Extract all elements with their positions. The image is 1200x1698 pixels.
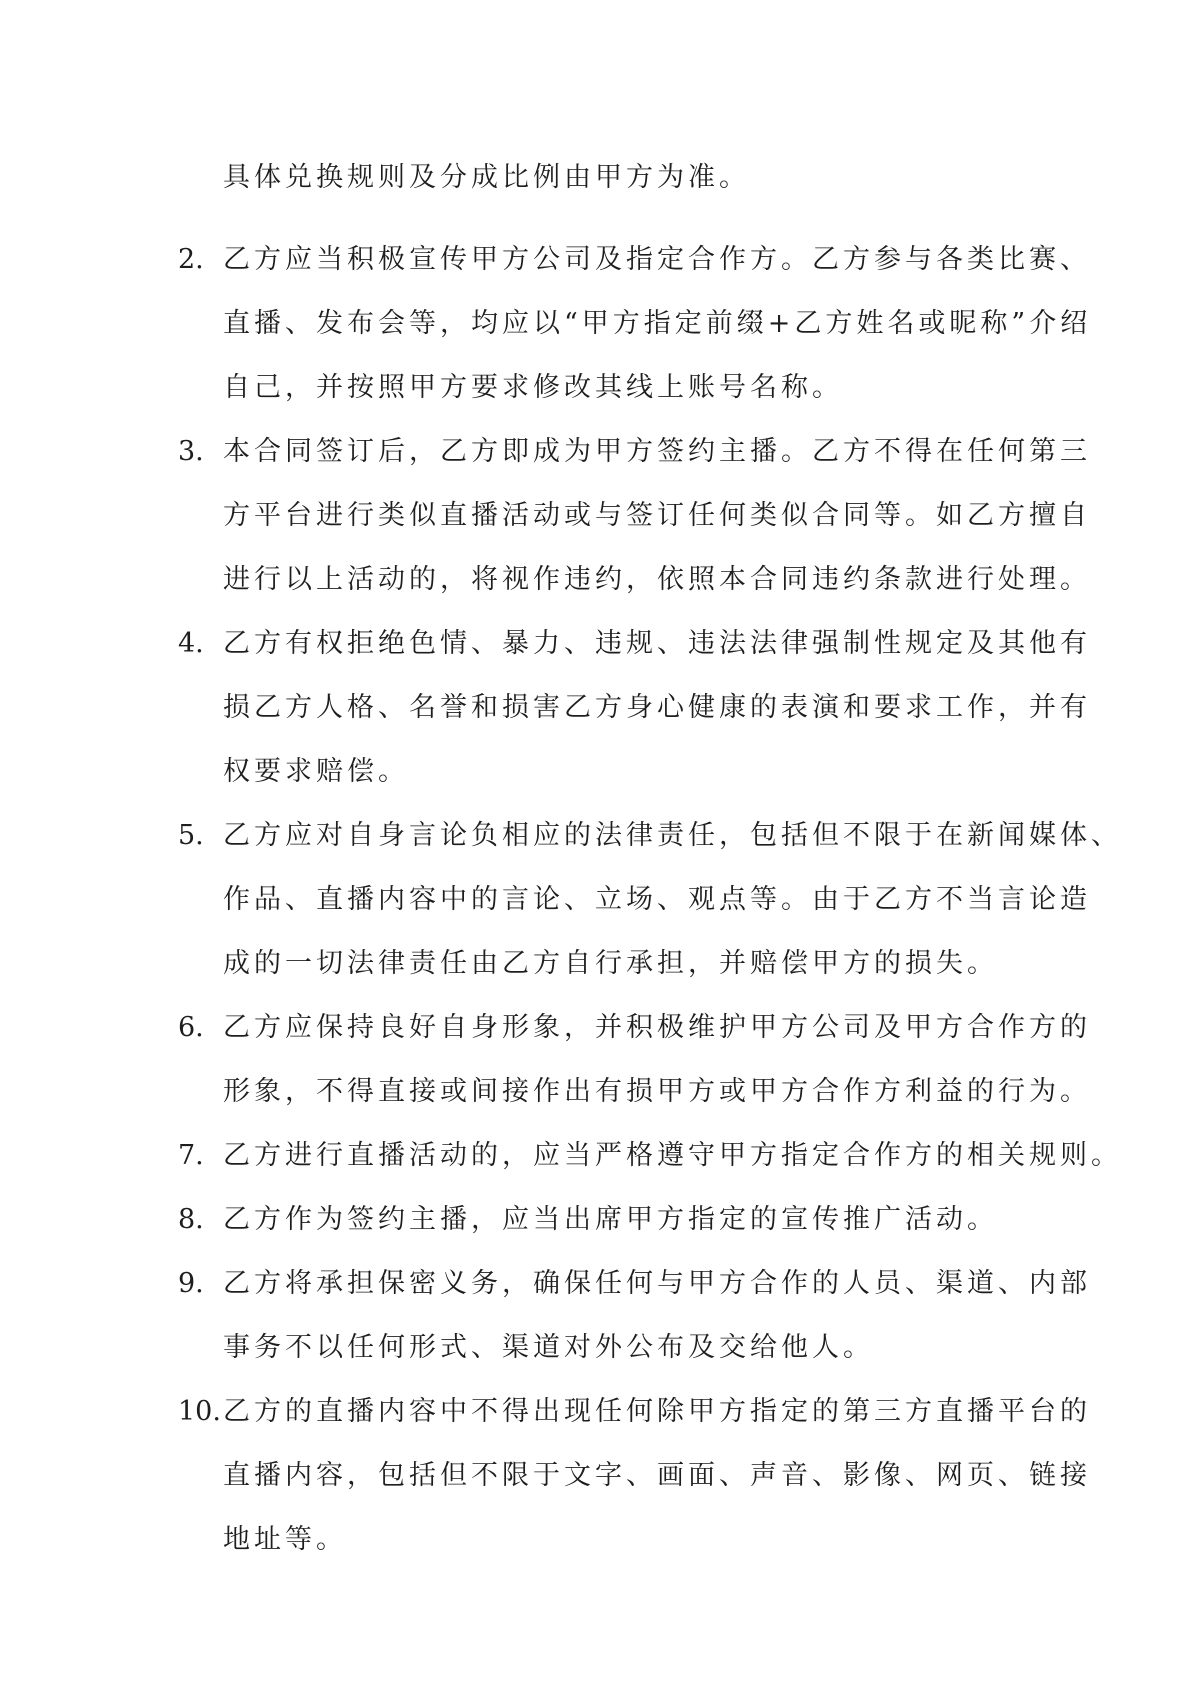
clause-body xyxy=(223,1124,1122,1188)
clause-9 xyxy=(178,1252,1091,1380)
contract-clauses xyxy=(178,146,1122,1572)
clause-line: 事务不以任何形式、渠道对外公布及交给他人。 xyxy=(223,1332,874,1363)
clause-line: 自己，并按照甲方要求修改其线上账号名称。 xyxy=(223,372,843,403)
clause-10 xyxy=(178,1380,1091,1572)
clause-number: 10. xyxy=(178,1396,221,1427)
clause-6 xyxy=(178,996,1091,1124)
clause-line: 乙方应保持良好自身形象，并积极维护甲方公司及甲方合作方的 xyxy=(223,1012,1091,1043)
clause-line: 直播、发布会等，均应以“甲方指定前缀+乙方姓名或昵称”介绍 xyxy=(223,308,1092,339)
clause-line: 直播内容，包括但不限于文字、画面、声音、影像、网页、链接 xyxy=(223,1460,1091,1491)
clause-3 xyxy=(178,420,1091,612)
clause-body xyxy=(223,1380,1091,1572)
clause-line: 方平台进行类似直播活动或与签订任何类似合同等。如乙方擅自 xyxy=(223,500,1091,531)
clause-8 xyxy=(178,1188,1028,1252)
clause-number: 8. xyxy=(178,1204,204,1235)
clause-line: 成的一切法律责任由乙方自行承担，并赔偿甲方的损失。 xyxy=(223,948,998,979)
clause-number: 5. xyxy=(178,820,204,851)
clause-line: 乙方将承担保密义务，确保任何与甲方合作的人员、渠道、内部 xyxy=(223,1268,1091,1299)
clause-number: 7. xyxy=(178,1140,204,1171)
clause-line: 乙方应对自身言论负相应的法律责任，包括但不限于在新闻媒体、 xyxy=(223,820,1122,851)
clause-line: 乙方作为签约主播，应当出席甲方指定的宣传推广活动。 xyxy=(223,1204,998,1235)
clause-body xyxy=(223,228,1091,420)
clause-body xyxy=(223,420,1091,612)
clause-5 xyxy=(178,804,1122,996)
continuation-line: 具体兑换规则及分成比例由甲方为准。 xyxy=(223,162,750,193)
clause-line: 形象，不得直接或间接作出有损甲方或甲方合作方利益的行为。 xyxy=(223,1076,1091,1107)
clause-body xyxy=(223,1252,1091,1380)
clause-line: 作品、直播内容中的言论、立场、观点等。由于乙方不当言论造 xyxy=(223,884,1091,915)
clause-4 xyxy=(178,612,1091,804)
clause-line: 本合同签订后，乙方即成为甲方签约主播。乙方不得在任何第三 xyxy=(223,436,1091,467)
clause-line: 权要求赔偿。 xyxy=(223,756,409,787)
clause-number: 3. xyxy=(178,436,204,467)
clause-line: 地址等。 xyxy=(223,1524,347,1555)
clause-line: 乙方进行直播活动的，应当严格遵守甲方指定合作方的相关规则。 xyxy=(223,1140,1122,1171)
clause-line: 进行以上活动的，将视作违约，依照本合同违约条款进行处理。 xyxy=(223,564,1091,595)
clause-2 xyxy=(178,228,1092,420)
clause-body xyxy=(223,1188,1028,1252)
clause-number: 9. xyxy=(178,1268,204,1299)
clause-body xyxy=(223,804,1122,996)
clause-body xyxy=(223,996,1091,1124)
clause-line: 乙方的直播内容中不得出现任何除甲方指定的第三方直播平台的 xyxy=(223,1396,1091,1427)
clause-number: 4. xyxy=(178,628,204,659)
clause-line: 乙方应当积极宣传甲方公司及指定合作方。乙方参与各类比赛、 xyxy=(223,244,1091,275)
clause-number: 6. xyxy=(178,1012,204,1043)
clause-number: 2. xyxy=(178,244,204,275)
clause-body xyxy=(223,612,1091,804)
clause-7 xyxy=(178,1124,1122,1188)
clause-line: 损乙方人格、名誉和损害乙方身心健康的表演和要求工作，并有 xyxy=(223,692,1091,723)
clause-line: 乙方有权拒绝色情、暴力、违规、违法法律强制性规定及其他有 xyxy=(223,628,1091,659)
